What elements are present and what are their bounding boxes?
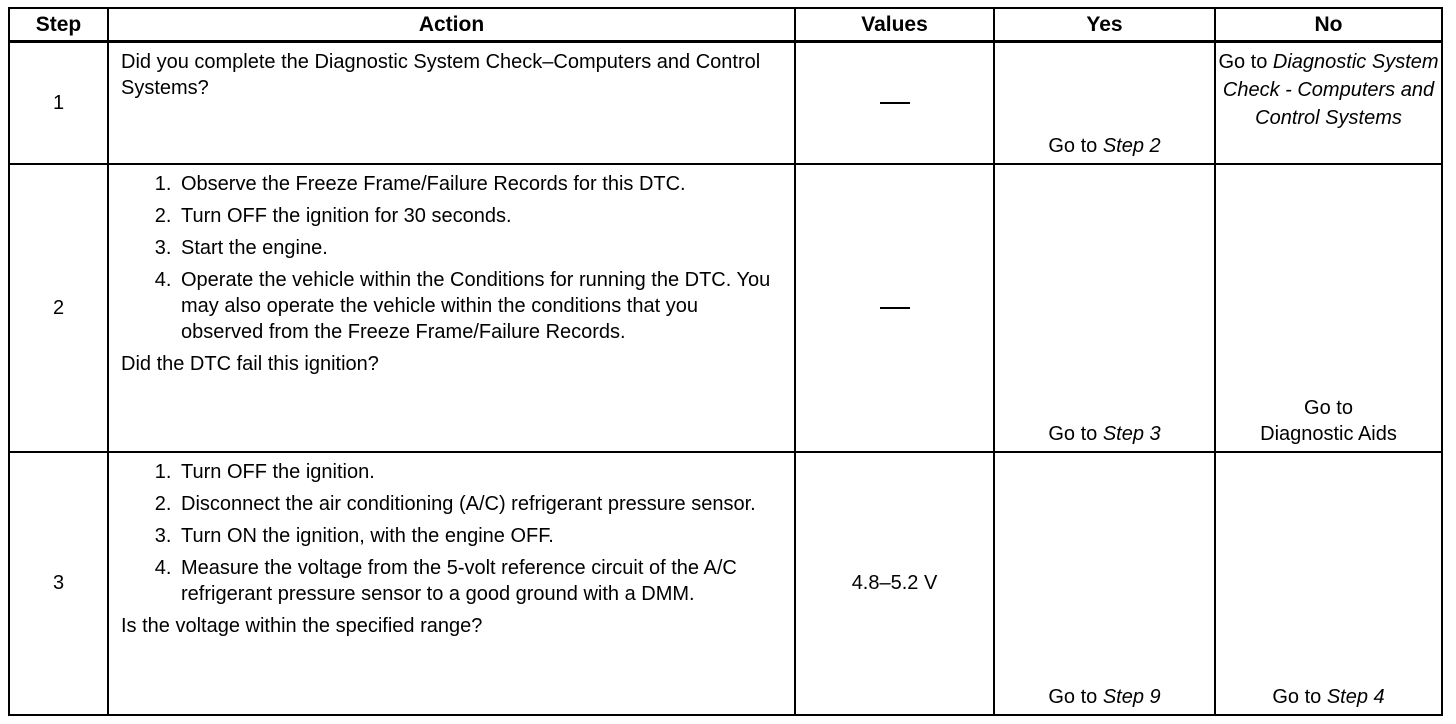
list-item: 4. Operate the vehicle within the Conditions for running the DTC. You may also operate the vehicle within the conditions that you observed from the Freeze Frame/Failure Records.	[177, 267, 782, 345]
table-row	[9, 452, 1442, 715]
no-cell[interactable]	[1215, 452, 1442, 715]
header-values: Values	[795, 8, 994, 42]
table-header-row	[9, 8, 1442, 42]
yes-cell[interactable]	[994, 42, 1215, 164]
list-item: 2. Turn OFF the ignition for 30 seconds.	[177, 203, 782, 229]
question-text: Is the voltage within the specified range?	[121, 614, 483, 637]
list-item: 3. Turn ON the ignition, with the engine OFF.	[177, 523, 782, 549]
diagnostic-table	[8, 7, 1443, 716]
yes-step-link[interactable]: Step 9	[1102, 685, 1161, 708]
no-cell[interactable]	[1215, 164, 1442, 452]
yes-cell[interactable]	[994, 452, 1215, 715]
header-no: No	[1215, 8, 1442, 42]
values-cell	[795, 452, 994, 715]
question-text: Did the DTC fail this ignition?	[121, 352, 379, 375]
no-cell[interactable]	[1215, 42, 1442, 164]
list-item: 1. Turn OFF the ignition.	[177, 459, 782, 485]
no-prefix: Go to	[1218, 51, 1273, 73]
dash-mark	[880, 307, 910, 309]
action-text: Did you complete the Diagnostic System Check–Computers and Control Systems?	[121, 51, 761, 99]
list-item: 2. Disconnect the air conditioning (A/C) refrigerant pressure sensor.	[177, 491, 782, 517]
header-action: Action	[108, 8, 795, 42]
no-step-link[interactable]: Step 4	[1326, 685, 1385, 708]
action-list	[121, 171, 782, 345]
step-number: 1	[9, 42, 108, 164]
no-text[interactable]: Go to Diagnostic Aids	[1260, 396, 1397, 445]
action-cell	[108, 42, 795, 164]
list-item: 4. Measure the voltage from the 5-volt reference circuit of the A/C refrigerant pressure sensor to a good ground with a DMM.	[177, 555, 782, 607]
yes-prefix: Go to	[1048, 134, 1103, 157]
yes-step-link[interactable]: Step 3	[1102, 422, 1161, 445]
yes-prefix: Go to	[1048, 422, 1103, 445]
values-cell	[795, 164, 994, 452]
values-text: 4.8–5.2 V	[851, 572, 938, 594]
table-row	[9, 42, 1442, 164]
step-number: 2	[9, 164, 108, 452]
header-step: Step	[9, 8, 108, 42]
action-cell	[108, 452, 795, 715]
values-cell	[795, 42, 994, 164]
no-prefix: Go to	[1272, 685, 1327, 708]
header-yes: Yes	[994, 8, 1215, 42]
yes-prefix: Go to	[1048, 685, 1103, 708]
yes-step-link[interactable]: Step 2	[1102, 134, 1161, 157]
no-link[interactable]: Diagnostic System Check - Computers and Control Systems	[1222, 51, 1439, 129]
yes-cell[interactable]	[994, 164, 1215, 452]
step-number: 3	[9, 452, 108, 715]
list-item: 1. Observe the Freeze Frame/Failure Records for this DTC.	[177, 171, 782, 197]
list-item: 3. Start the engine.	[177, 235, 782, 261]
action-cell	[108, 164, 795, 452]
table-row	[9, 164, 1442, 452]
dash-mark	[880, 102, 910, 104]
action-list	[121, 459, 782, 607]
